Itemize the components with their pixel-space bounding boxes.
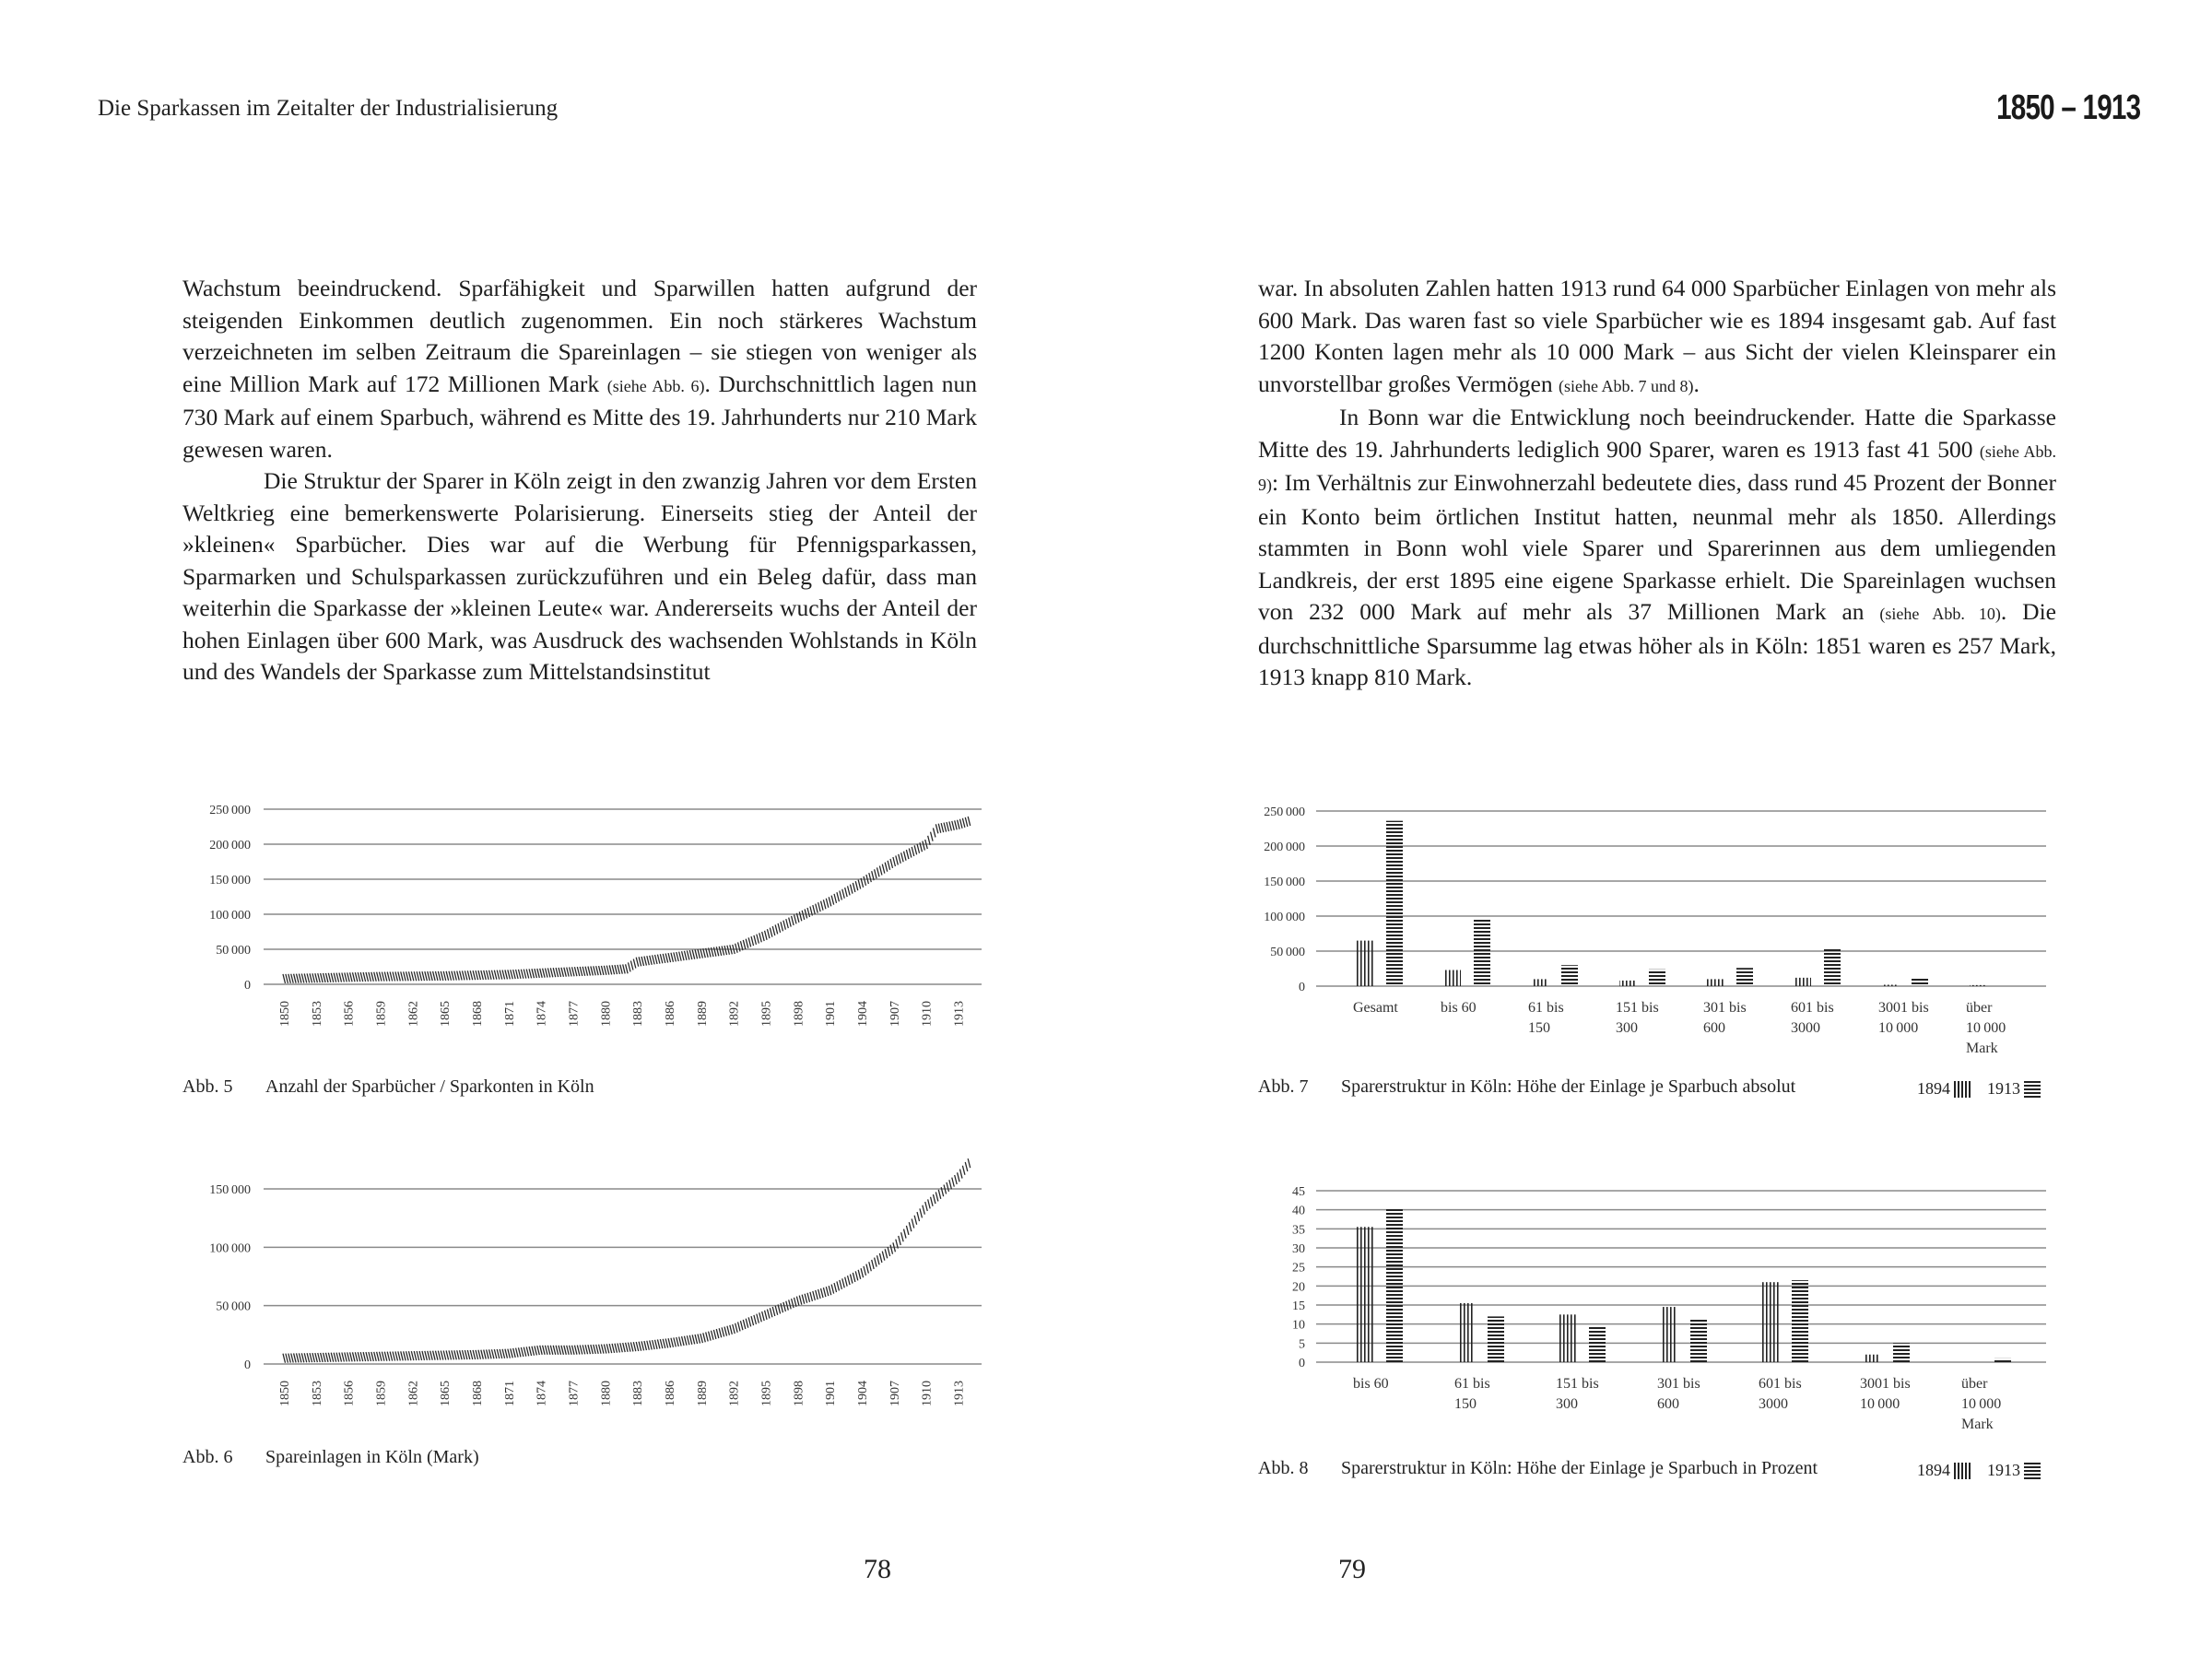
y-tick-label: 150 000 (1264, 876, 1305, 889)
data-line (283, 817, 971, 983)
bar-1894 (1882, 984, 1899, 986)
y-tick-label: 200 000 (209, 839, 251, 853)
x-tick-label: 1886 (664, 1001, 678, 1027)
category-label: 301 bis (1703, 1000, 1747, 1016)
x-tick-label: 1862 (406, 1001, 421, 1027)
y-tick-label: 20 (1292, 1280, 1305, 1295)
bar-1894 (1619, 981, 1636, 986)
category-label: 301 bis (1657, 1376, 1700, 1392)
horizontal-hatch-swatch-icon (2024, 1463, 2041, 1479)
y-tick-label: 250 000 (1264, 805, 1305, 819)
bar-1894 (1559, 1314, 1576, 1362)
x-tick-label: 1889 (695, 1001, 710, 1027)
y-tick-label: 50 000 (216, 1299, 251, 1314)
y-tick-label: 10 (1292, 1318, 1305, 1333)
bar-1913 (1912, 977, 1928, 986)
category-label: 3001 bis (1878, 1000, 1929, 1016)
category-label: 151 bis (1616, 1000, 1659, 1016)
x-tick-label: 1889 (695, 1381, 710, 1406)
x-tick-label: 1853 (310, 1381, 324, 1406)
bar-1894 (1794, 978, 1811, 986)
x-tick-label: 1874 (535, 1001, 549, 1027)
y-tick-label: 50 000 (1270, 946, 1305, 959)
category-label: 61 bis (1454, 1376, 1490, 1392)
y-tick-label: 25 (1292, 1261, 1305, 1276)
x-tick-label: 1910 (920, 1001, 935, 1027)
category-label: 10 000 (1860, 1396, 1900, 1412)
years-head: 1850 – 1913 (1995, 88, 2140, 127)
bar-1894 (1458, 1303, 1475, 1362)
x-tick-label: 1877 (567, 1001, 582, 1027)
x-tick-label: 1901 (824, 1001, 839, 1027)
y-tick-label: 0 (244, 979, 251, 993)
category-label: 10 000 (1966, 1020, 2006, 1036)
category-label: Mark (1966, 1041, 1998, 1056)
y-tick-label: 0 (244, 1358, 251, 1372)
y-tick-label: 150 000 (209, 874, 251, 888)
bar-1913 (1386, 1208, 1403, 1362)
bar-1894 (1661, 1307, 1677, 1362)
bar-1913 (1994, 1358, 2011, 1362)
y-tick-label: 30 (1292, 1242, 1305, 1256)
right-text-column (1258, 273, 2056, 694)
y-tick-label: 150 000 (209, 1183, 251, 1197)
category-label: bis 60 (1353, 1376, 1389, 1392)
x-tick-label: 1859 (374, 1381, 389, 1406)
x-tick-label: 1904 (856, 1001, 871, 1027)
paragraph: Wachstum beeindruckend. Sparfähigkeit und Sparwillen hatten aufgrund der steigenden Einkommen deutlich zugenommen. Ein noch stärkeres Wachstum verzeichneten im selben Zeitraum die Spareinlagen – sie stiegen von weniger als eine Million Mark auf 172 Millionen Mark (siehe Abb. 6). Durchschnittlich lagen nun 730 Mark auf einem Sparbuch, während es Mitte des 19. Jahrhunderts nur 210 Mark gewesen waren. (182, 275, 978, 463)
bar-1894 (1762, 1282, 1779, 1362)
category-label: Mark (1961, 1417, 1994, 1432)
bar-1894 (1707, 979, 1724, 986)
bar-1894 (1357, 1227, 1373, 1362)
category-label: 3001 bis (1860, 1376, 1911, 1392)
category-label: über (1961, 1376, 1988, 1392)
y-tick-label: 40 (1292, 1204, 1305, 1218)
category-label: 600 (1657, 1396, 1679, 1412)
bar-1913 (1999, 985, 2016, 986)
x-tick-label: 1901 (824, 1381, 839, 1406)
bar-1894 (1970, 985, 1986, 986)
category-label: 10 000 (1961, 1396, 2002, 1412)
x-tick-label: 1862 (406, 1381, 421, 1406)
y-tick-label: 100 000 (1264, 911, 1305, 924)
y-tick-label: 250 000 (209, 804, 251, 817)
left-text-column (182, 273, 977, 688)
bar-1913 (1589, 1326, 1606, 1362)
category-label: 150 (1454, 1396, 1477, 1412)
category-label: 300 (1616, 1020, 1638, 1036)
vertical-hatch-swatch-icon (1954, 1463, 1971, 1479)
bar-1913 (1792, 1280, 1808, 1362)
bar-1913 (1736, 968, 1753, 986)
bar-1913 (1893, 1343, 1910, 1362)
x-tick-label: 1907 (888, 1381, 902, 1406)
y-tick-label: 0 (1299, 981, 1305, 994)
caption-abb7: Abb. 7 Sparerstruktur in Köln: Höhe der Einlage je Sparbuch absolut (1258, 1076, 1796, 1097)
x-tick-label: 1856 (342, 1381, 357, 1406)
chart-abb5 (184, 802, 995, 1051)
x-tick-label: 1871 (502, 1001, 517, 1027)
y-tick-label: 35 (1292, 1223, 1305, 1238)
y-tick-label: 0 (1299, 1357, 1305, 1370)
y-tick-label: 5 (1299, 1337, 1305, 1352)
x-tick-label: 1892 (727, 1001, 742, 1027)
vertical-hatch-swatch-icon (1954, 1081, 1971, 1098)
horizontal-hatch-swatch-icon (2024, 1081, 2041, 1098)
x-tick-label: 1850 (278, 1001, 292, 1027)
category-label: 601 bis (1759, 1376, 1802, 1392)
caption-abb8: Abb. 8 Sparerstruktur in Köln: Höhe der Einlage je Sparbuch in Prozent (1258, 1458, 1818, 1478)
y-tick-label: 100 000 (209, 1241, 251, 1256)
category-label: 151 bis (1556, 1376, 1599, 1392)
category-label: Gesamt (1353, 1000, 1398, 1016)
category-label: bis 60 (1441, 1000, 1477, 1016)
category-label: über (1966, 1000, 1993, 1016)
x-tick-label: 1877 (567, 1381, 582, 1406)
caption-abb6: Abb. 6 Spareinlagen in Köln (Mark) (182, 1447, 479, 1467)
bar-1913 (1824, 948, 1841, 986)
category-label: 10 000 (1878, 1020, 1919, 1036)
category-label: 3000 (1791, 1020, 1820, 1036)
x-tick-label: 1874 (535, 1381, 549, 1406)
bar-1913 (1386, 821, 1403, 986)
category-label: 601 bis (1791, 1000, 1834, 1016)
y-tick-label: 200 000 (1264, 841, 1305, 854)
x-tick-label: 1850 (278, 1381, 292, 1406)
x-tick-label: 1886 (664, 1381, 678, 1406)
chart-abb7 (1253, 802, 2065, 1060)
category-label: 3000 (1759, 1396, 1788, 1412)
x-tick-label: 1853 (310, 1001, 324, 1027)
category-label: 300 (1556, 1396, 1578, 1412)
paragraph: In Bonn war die Entwicklung noch beeindruckender. Hatte die Sparkasse Mitte des 19. Jahrhunderts lediglich 900 Sparer, waren es 1913 fast 41 500 (siehe Abb. 9): Im Verhältnis zur Einwohnerzahl bedeutete dies, dass rund 45 Prozent der Bonner ein Konto beim örtlichen Institut hatten, neunmal mehr als 1850. Allerdings stammten in Bonn wohl viele Sparer und Sparerinnen aus dem umliegenden Landkreis, der erst 1895 eine eigene Sparkasse erhielt. Die Spareinlagen wuchsen von 232 000 Mark auf mehr als 37 Millionen Mark an (siehe Abb. 10). Die durchschnittliche Sparsumme lag etwas höher als in Köln: 1851 waren es 257 Mark, 1913 knapp 810 Mark. (1258, 404, 2057, 690)
page-number-left: 78 (864, 1554, 891, 1584)
x-tick-label: 1907 (888, 1001, 902, 1027)
paragraph: war. In absoluten Zahlen hatten 1913 rund 64 000 Sparbücher Einlagen von mehr als 600 Mark. Das waren fast so viele Sparbücher wie es 1894 insgesamt gab. Auf fast 1200 Konten lagen mehr als 10 000 Mark – aus Sicht der vielen Kleinsparer ein unvorstellbar großes Vermögen (siehe Abb. 7 und 8). (1258, 275, 2056, 397)
y-tick-label: 100 000 (209, 909, 251, 923)
x-tick-label: 1904 (856, 1381, 871, 1406)
x-tick-label: 1895 (759, 1381, 774, 1406)
bar-1913 (1488, 1316, 1504, 1362)
bar-1913 (1561, 965, 1578, 986)
bar-1913 (1649, 970, 1665, 986)
bar-1894 (1532, 979, 1548, 986)
chart-abb8 (1253, 1180, 2065, 1456)
category-label: 61 bis (1528, 1000, 1564, 1016)
x-tick-label: 1898 (792, 1381, 806, 1406)
bar-1894 (1444, 970, 1461, 986)
category-label: 600 (1703, 1020, 1725, 1036)
x-tick-label: 1910 (920, 1381, 935, 1406)
chart-abb6 (184, 1157, 995, 1433)
x-tick-label: 1883 (631, 1001, 646, 1027)
y-tick-label: 15 (1292, 1299, 1305, 1313)
paragraph: Die Struktur der Sparer in Köln zeigt in den zwanzig Jahren vor dem Ersten Weltkrieg eine bemerkenswerte Polarisierung. Einerseits stieg der Anteil der »kleinen« Sparbücher. Dies war auf die Werbung für Pfennigsparkassen, Sparmarken und Schulsparkassen zurückzuführen und ein Beleg dafür, dass man weiterhin die Sparkasse der »kleinen Leute« war. Andererseits wuchs der Anteil der hohen Einlagen über 600 Mark, was Ausdruck des wachsenden Wohlstands in Köln und des Wandels der Sparkasse zum Mittelstandsinstitut (182, 467, 977, 685)
bar-1913 (1474, 918, 1490, 986)
legend-abb8: 1894 1913 (1917, 1461, 2041, 1480)
x-tick-label: 1913 (952, 1001, 967, 1027)
x-tick-label: 1913 (952, 1381, 967, 1406)
bar-1894 (1357, 941, 1373, 986)
page-number-right: 79 (1338, 1554, 1366, 1584)
x-tick-label: 1865 (439, 1001, 453, 1027)
x-tick-label: 1868 (471, 1381, 486, 1406)
x-tick-label: 1865 (439, 1381, 453, 1406)
bar-1913 (1690, 1318, 1707, 1362)
legend-abb7: 1894 1913 (1917, 1079, 2041, 1099)
x-tick-label: 1892 (727, 1381, 742, 1406)
x-tick-label: 1859 (374, 1001, 389, 1027)
x-tick-label: 1856 (342, 1001, 357, 1027)
x-tick-label: 1880 (599, 1381, 614, 1406)
x-tick-label: 1895 (759, 1001, 774, 1027)
x-tick-label: 1880 (599, 1001, 614, 1027)
caption-abb5: Abb. 5 Anzahl der Sparbücher / Sparkonten in Köln (182, 1076, 594, 1097)
y-tick-label: 45 (1292, 1185, 1305, 1199)
y-tick-label: 50 000 (216, 944, 251, 958)
running-head: Die Sparkassen im Zeitalter der Industrialisierung (98, 96, 559, 121)
x-tick-label: 1871 (502, 1381, 517, 1406)
x-tick-label: 1883 (631, 1381, 646, 1406)
category-label: 150 (1528, 1020, 1550, 1036)
x-tick-label: 1868 (471, 1001, 486, 1027)
bar-1894 (1864, 1355, 1880, 1362)
x-tick-label: 1898 (792, 1001, 806, 1027)
